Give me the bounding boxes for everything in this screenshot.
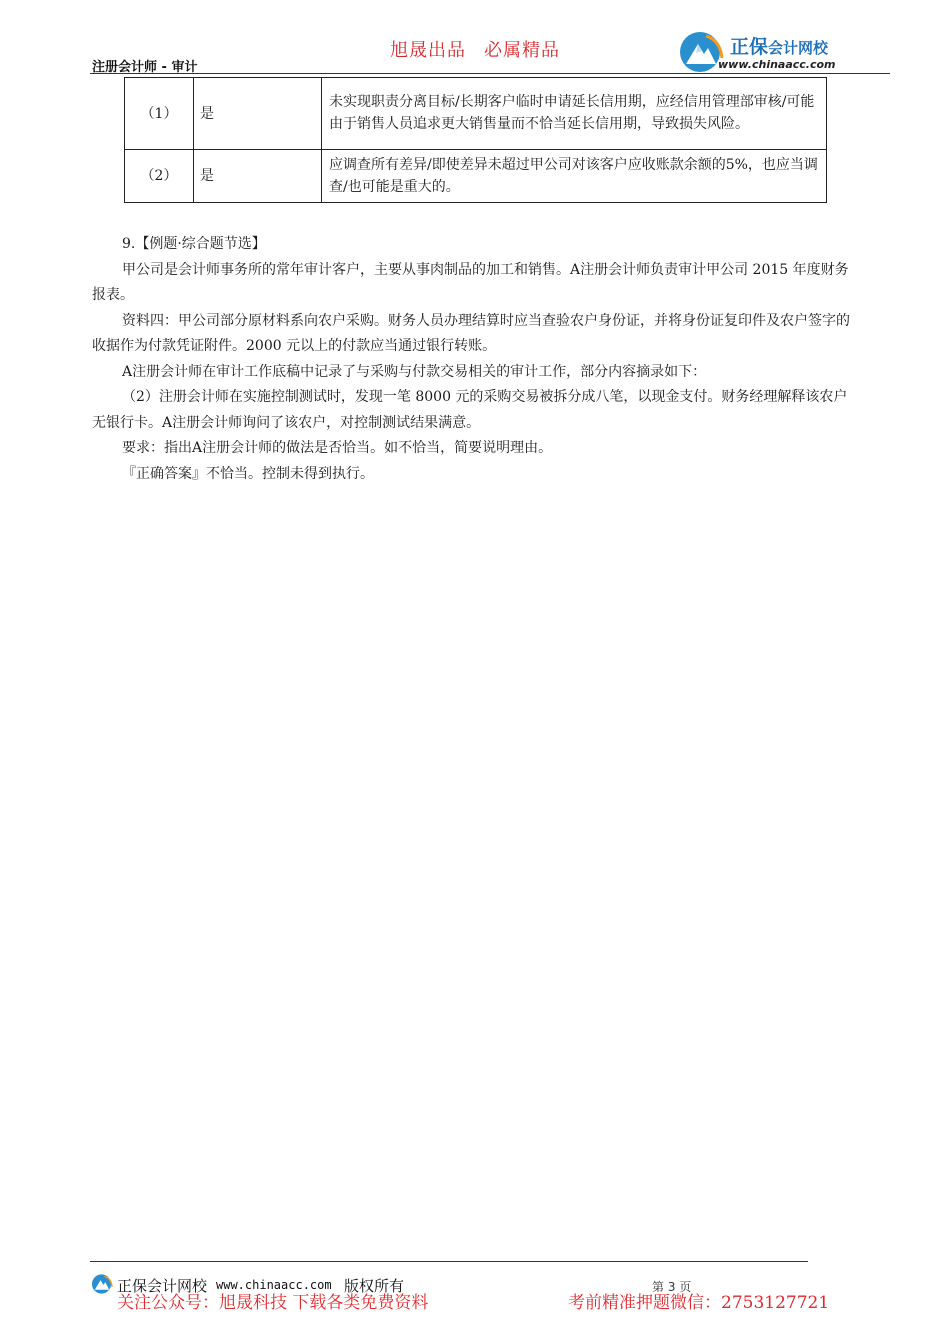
row-number: （2）: [125, 150, 194, 203]
footer-brand: 正保会计网校: [117, 1277, 208, 1295]
requirement: 要求：指出A注册会计师的做法是否恰当。如不恰当，简要说明理由。: [122, 440, 553, 456]
paragraph: 资料四：甲公司部分原材料系向农户采购。财务人员办理结算时应当查验农户身份证，并将身份证复印件及农户签字的收据作为付款凭证附件。2000 元以上的付款应当通过银行转账。: [92, 312, 850, 354]
row-answer: 是: [194, 150, 322, 203]
header-divider: [90, 73, 890, 74]
row-number: （1）: [125, 78, 194, 150]
footer-divider: [90, 1261, 808, 1262]
promo-wechat-contact: 考前精准押题微信：2753127721: [568, 1293, 830, 1313]
paragraph: A注册会计师在审计工作底稿中记录了与采购与付款交易相关的审计工作，部分内容摘录如下：: [122, 363, 707, 380]
correct-answer: 『正确答案』不恰当。控制未得到执行。: [122, 465, 374, 482]
question-content: [92, 232, 860, 487]
page-number: 第 3 页: [652, 1280, 692, 1294]
slogan-left: 旭晟出品: [390, 40, 466, 61]
row-reason: 未实现职责分离目标/长期客户临时申请延长信用期，应经信用管理部审核/可能由于销售人员追求更大销售量而不恰当延长信用期，导致损失风险。: [322, 78, 827, 150]
page-header-subject: 注册会计师 - 审计: [92, 60, 198, 75]
logo-url: www.chinaacc.com: [718, 58, 836, 71]
table-row: [125, 78, 827, 150]
slogan-right: 必属精品: [484, 40, 560, 61]
footer-url[interactable]: www.chinaacc.com: [216, 1278, 332, 1292]
paragraph: 甲公司是会计师事务所的常年审计客户，主要从事肉制品的加工和销售。A注册会计师负责审计甲公司 2015 年度财务报表。: [92, 261, 849, 303]
header-slogan: [390, 36, 560, 62]
logo-name: 正保会计网校: [730, 36, 829, 58]
table-row: [125, 150, 827, 203]
chinaacc-logo: [678, 30, 878, 74]
question-title: 9.【例题·综合题节选】: [122, 236, 266, 252]
paragraph: （2）注册会计师在实施控制测试时，发现一笔 8000 元的采购交易被拆分成八笔，以现金支付。财务经理解释该农户无银行卡。A注册会计师询问了该农户，对控制测试结果满意。: [92, 389, 848, 431]
footer-logo-icon: [91, 1273, 113, 1295]
row-reason: 应调查所有差异/即使差异未超过甲公司对该客户应收账款余额的5%，也应当调查/也可能是重大的。: [322, 150, 827, 203]
footer-rights: 版权所有: [344, 1277, 405, 1295]
row-answer: 是: [194, 78, 322, 150]
promo-wechat-account: 关注公众号：旭晟科技 下载各类免费资料: [117, 1293, 429, 1313]
answer-table: [124, 77, 827, 203]
